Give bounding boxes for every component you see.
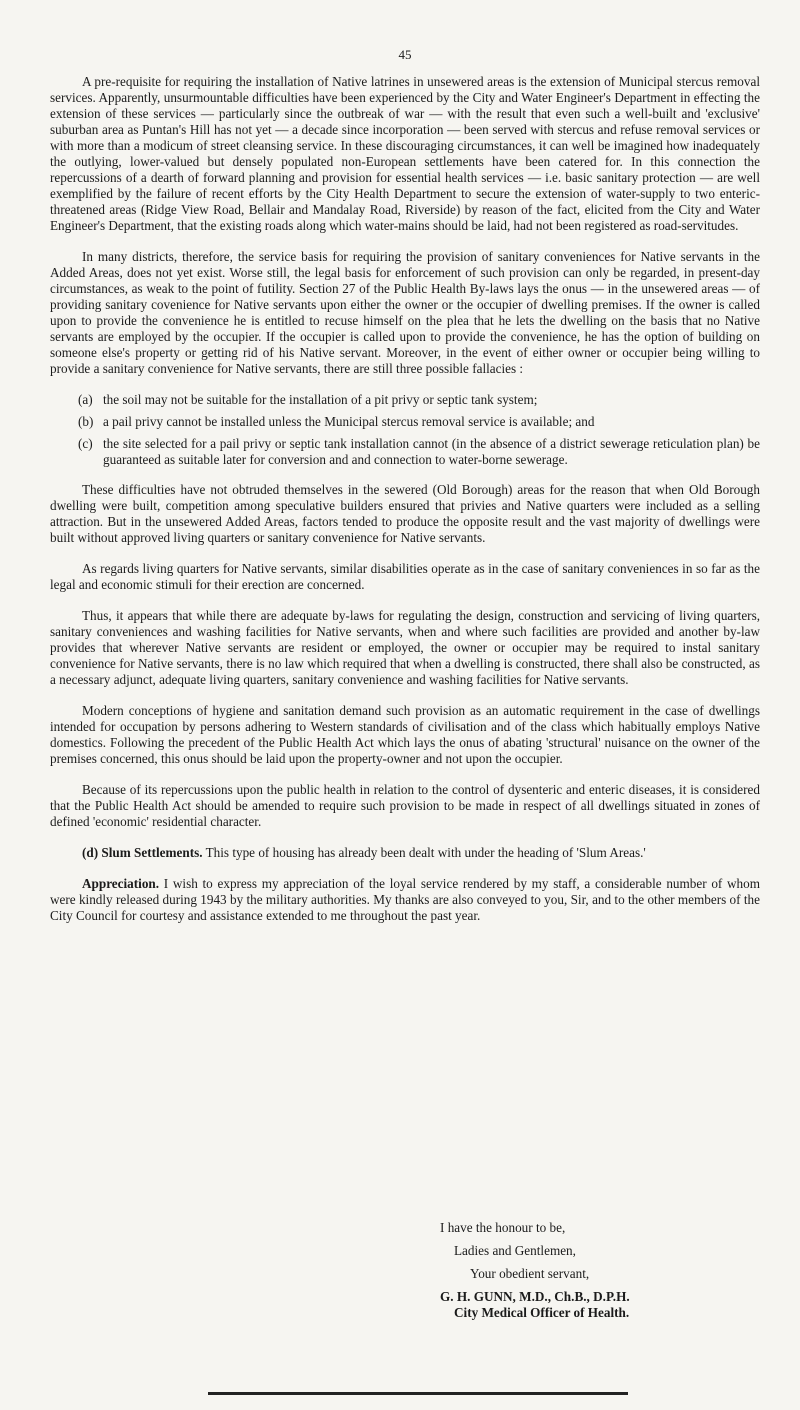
list-item — [50, 392, 760, 408]
closing-line-honour: I have the honour to be, — [440, 1220, 566, 1235]
section-heading-slum: (d) Slum Settlements. — [82, 845, 203, 860]
paragraph-by-laws: Thus, it appears that while there are adequate by-laws for regulating the design, construction and servicing of living quarters, sanitary conveniences and washing facilities for Native servants, when and where such facilities are provided and another by-law provides that wherever Native servants are resident or employed, the owner or occupier may be required to instal sanitary convenience for Native servants, there is no law which required that when a dwelling is constructed, there shall also be constructed, as a necessary adjunct, adequate living quarters, sanitary convenience and washing facilities for Native servants. — [50, 608, 760, 687]
paragraph-modern-conceptions: Modern conceptions of hygiene and sanitation demand such provision as an automatic requirement in the case of dwellings intended for occupation by persons adhering to Western standards of civilisation and of the class which habitually employs Native domestics. Following the precedent of the Public Health Act which lays the onus of abating 'structural' nuisance on the owner of the premises concerned, this onus should be laid upon the property-owner and not upon the occupier. — [50, 703, 760, 766]
closing-line-salutation: Ladies and Gentlemen, — [454, 1243, 576, 1258]
paragraph-appreciation — [50, 876, 760, 924]
signature-name: G. H. GUNN, M.D., Ch.B., D.P.H. — [440, 1289, 630, 1304]
paragraph-service-basis: In many districts, therefore, the service basis for requiring the provision of sanitary conveniences for Native servants in the Added Areas, does not yet exist. Worse still, the legal basis for enforcement of such provision can only be regarded, in present-day circumstances, as weak to the point of futility. Section 27 of the Public Health By-laws lays the onus — in the unsewered areas — of providing sanitary covenience for Native servants upon either the owner or the occupier of dwelling premises. If the owner is called upon to provide the convenience he is entitled to recuse himself on the plea that he lets the dwelling on the basis that no Native servants are employed by the occupier. If the occupier is called upon to provide the convenience, he has the option of building on someone else's property or getting rid of his Native servant. Moreover, in the event of either owner or occupier being willing to provide a sanitary convenience for Native servants, there are still three possible fallacies : — [50, 249, 760, 376]
fallacies-list — [50, 392, 760, 468]
slum-text: This type of housing has already been dealt with under the heading of 'Slum Areas.' — [205, 845, 646, 860]
paragraph-stercus-removal: A pre-requisite for requiring the installation of Native latrines in unsewered areas is the extension of Municipal stercus removal services. Apparently, unsurmountable difficulties have been experienced by the City and Water Engineer's Department in effecting the extension of these services — particularly since the outbreak of war — with the result that even such a well-built and 'exclusive' suburban area as Puntan's Hill has not yet — a decade since incorporation — been served with stercus and refuse removal services or with more than a modicum of street cleansing service. In these discouraging circumstances, it can well be imagined how inadequately the outlying, lower-valued but densely populated non-European settlements have been catered for. In this connection the repercussions of a dearth of forward planning and provision for essential health services — i.e. basic sanitary protection — are well exemplified by the failure of recent efforts by the City Health Department to secure the extension of water-supply to two enteric-threatened areas (Ridge View Road, Bellair and Mandalay Road, Riverside) by reason of the fact, elicited from the City and Water Engineer's Department, that the existing roads along which water-mains should be laid, had not been registered as road-servitudes. — [50, 74, 760, 233]
paragraph-slum-settlements — [50, 845, 760, 861]
document-page — [50, 0, 760, 1410]
paragraph-public-health-act: Because of its repercussions upon the public health in relation to the control of dysenteric and enteric diseases, it is considered that the Public Health Act should be amended to require such provision to be made in respect of all dwellings situated in zones of defined 'economic' residential character. — [50, 782, 760, 829]
report-body — [50, 74, 760, 939]
list-item-text: the soil may not be suitable for the installation of a pit privy or septic tank system; — [103, 392, 538, 407]
list-item-text: a pail privy cannot be installed unless the Municipal stercus removal service is available; and — [103, 414, 595, 429]
list-item-label: (b) — [78, 414, 94, 429]
section-heading-appreciation: Appreciation. — [82, 876, 160, 891]
list-item-text: the site selected for a pail privy or septic tank installation cannot (in the absence of a district sewerage reticulation plan) be guaranteed as suitable later for conversion and and connection to water-borne sewerage. — [103, 436, 760, 467]
closing-line-servant: Your obedient servant, — [470, 1266, 590, 1281]
list-item — [50, 436, 760, 468]
list-item — [50, 414, 760, 430]
page-number: 45 — [398, 47, 412, 62]
bottom-rule — [208, 1392, 628, 1395]
closing-block — [440, 1216, 770, 1321]
list-item-label: (a) — [78, 392, 93, 407]
paragraph-living-quarters: As regards living quarters for Native servants, similar disabilities operate as in the case of sanitary conveniences in so far as the legal and economic stimuli for their erection are concerned. — [50, 561, 760, 592]
paragraph-sewered-areas: These difficulties have not obtruded themselves in the sewered (Old Borough) areas for the reason that when Old Borough dwelling were built, competition among speculative builders ensured that privies and Native quarters were included as a selling attraction. But in the unsewered Added Areas, factors tended to produce the opposite result and the vast majority of dwellings were built without approved living quarters or sanitary convenience for Native servants. — [50, 482, 760, 545]
signature-title: City Medical Officer of Health. — [454, 1305, 630, 1320]
appreciation-text: I wish to express my appreciation of the loyal service rendered by my staff, a considerable number of whom were kindly released during 1943 by the military authorities. My thanks are also conveyed to you, Sir, and to the other members of the City Council for courtesy and assistance extended to me throughout the past year. — [50, 876, 760, 923]
list-item-label: (c) — [78, 436, 93, 451]
